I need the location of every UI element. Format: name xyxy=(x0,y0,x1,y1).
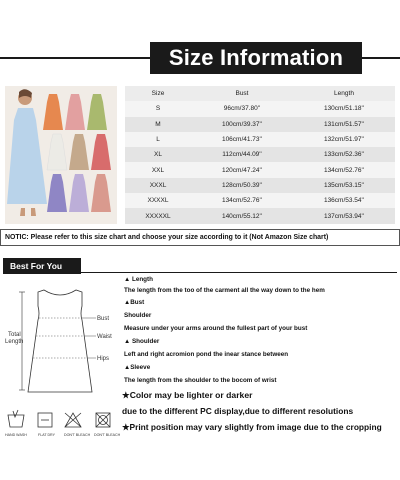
cell-size: XL xyxy=(125,147,191,162)
cell-size: M xyxy=(125,117,191,132)
hand-wash-icon xyxy=(5,410,27,437)
cell-bust: 134cm/52.76'' xyxy=(191,193,293,208)
header-bust: Bust xyxy=(191,86,293,101)
cell-bust: 96cm/37.80'' xyxy=(191,101,293,116)
cell-bust: 128cm/50.39'' xyxy=(191,178,293,193)
bust-title: ▲Bust xyxy=(124,299,145,306)
svg-text:DON'T BLEACH: DON'T BLEACH xyxy=(64,433,91,437)
shoulder-word: Shoulder xyxy=(124,312,152,319)
table-row xyxy=(125,178,395,193)
best-for-you-tab: Best For You xyxy=(3,258,81,274)
display-warning: due to the different PC display,due to different resolutions xyxy=(122,406,354,416)
table-row xyxy=(125,193,395,208)
size-table-header xyxy=(125,86,395,101)
length-title: ▲ Length xyxy=(124,276,153,283)
sleeve-text: The length from the shoulder to the bocom of wrist xyxy=(124,377,277,384)
cell-length: 130cm/51.18'' xyxy=(293,101,395,116)
cell-length: 134cm/52.76'' xyxy=(293,162,395,177)
title-banner xyxy=(0,42,400,74)
cell-bust: 120cm/47.24'' xyxy=(191,162,293,177)
size-notice: NOTIC: Please refer to this size chart and choose your size according to it (Not Amazon Size chart) xyxy=(0,229,400,246)
cell-bust: 112cm/44.09'' xyxy=(191,147,293,162)
cell-size: XXXXL xyxy=(125,193,191,208)
cell-size: S xyxy=(125,101,191,116)
shoulder-title: ▲ Shoulder xyxy=(124,338,160,345)
cell-length: 131cm/51.57'' xyxy=(293,117,395,132)
dress-outline xyxy=(28,290,92,392)
bust-label: Bust xyxy=(97,316,110,322)
cell-length: 137cm/53.94'' xyxy=(293,208,395,223)
cell-bust: 100cm/39.37'' xyxy=(191,117,293,132)
hips-label: Hips xyxy=(97,356,110,362)
dont-bleach-icon-2 xyxy=(94,413,120,437)
header-length: Length xyxy=(293,86,395,101)
color-warning: ★Color may be lighter or darker xyxy=(122,390,253,400)
table-row xyxy=(125,147,395,162)
cell-length: 132cm/51.97'' xyxy=(293,132,395,147)
cell-length: 136cm/53.54'' xyxy=(293,193,395,208)
measurement-diagram xyxy=(2,284,120,396)
total-length-label: Total xyxy=(8,332,21,338)
table-row xyxy=(125,162,395,177)
page-title: Size Information xyxy=(150,42,362,74)
care-icons xyxy=(2,405,120,441)
svg-text:DON'T BLEACH: DON'T BLEACH xyxy=(94,433,120,437)
cell-size: L xyxy=(125,132,191,147)
waist-label: Waist xyxy=(97,334,112,340)
dont-bleach-icon xyxy=(64,413,91,437)
cell-length: 133cm/52.36'' xyxy=(293,147,395,162)
product-photo xyxy=(5,86,117,224)
table-row xyxy=(125,132,395,147)
length-text: The length from the too of the carment all the way down to the hem xyxy=(124,287,325,294)
total-length-label-2: Length xyxy=(5,339,24,345)
bust-text: Measure under your arms around the fullest part of your bust xyxy=(124,325,308,332)
cell-size: XXXXXL xyxy=(125,208,191,223)
cell-length: 135cm/53.15'' xyxy=(293,178,395,193)
svg-text:FLAT DRY: FLAT DRY xyxy=(38,433,55,437)
table-row xyxy=(125,117,395,132)
table-row xyxy=(125,101,395,116)
cell-bust: 106cm/41.73'' xyxy=(191,132,293,147)
table-row xyxy=(125,208,395,223)
print-warning: ★Print position may vary slightly from image due to the cropping xyxy=(122,422,382,432)
cell-size: XXL xyxy=(125,162,191,177)
sleeve-title: ▲Sleeve xyxy=(124,364,151,371)
header-size: Size xyxy=(125,86,191,101)
cell-size: XXXL xyxy=(125,178,191,193)
size-table xyxy=(125,86,395,224)
shoulder-text: Left and right acromion pond the inear stance between xyxy=(124,351,289,358)
section-divider xyxy=(3,272,397,273)
cell-bust: 140cm/55.12'' xyxy=(191,208,293,223)
flat-dry-icon xyxy=(38,413,56,437)
svg-text:HAND WASH: HAND WASH xyxy=(5,433,27,437)
